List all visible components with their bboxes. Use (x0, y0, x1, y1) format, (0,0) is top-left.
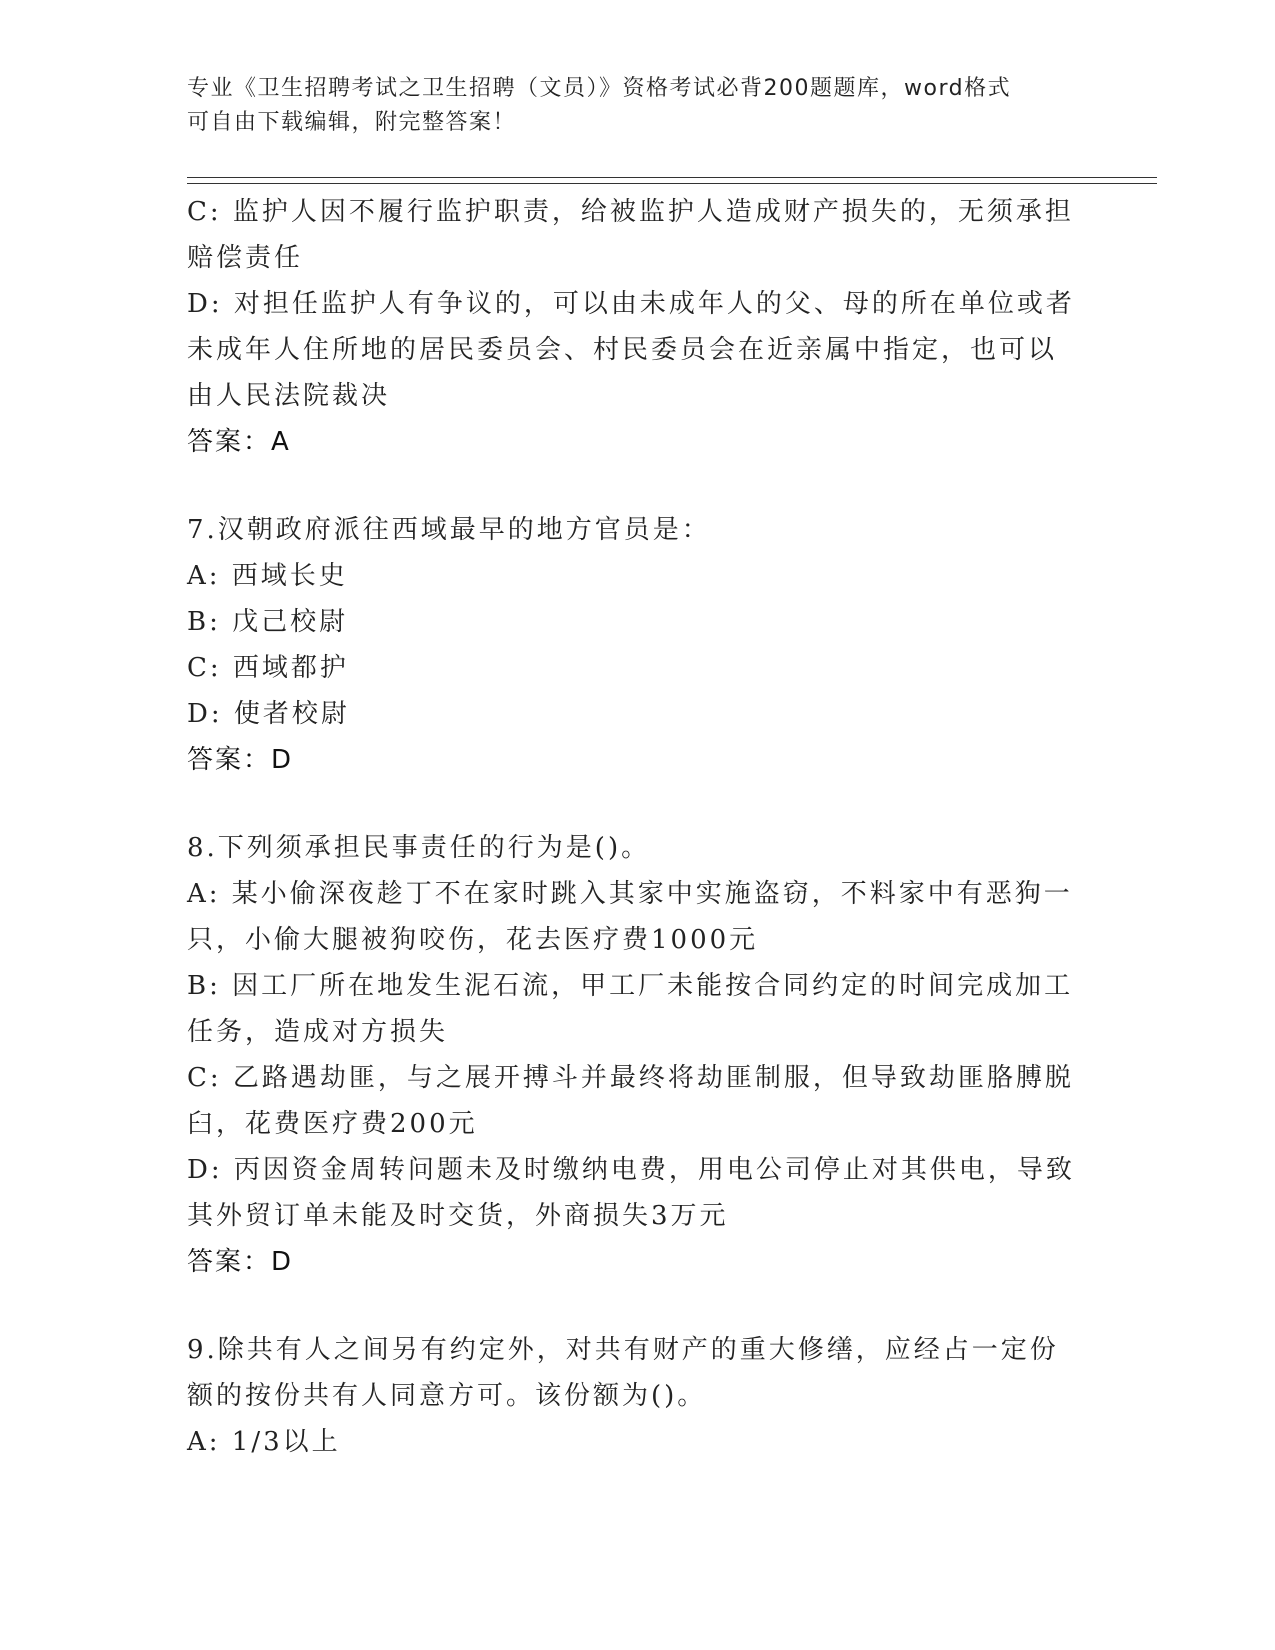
option-a-line-2: 只，小偷大腿被狗咬伤，花去医疗费1000元 (187, 925, 759, 955)
option-c-line-2: 赔偿责任 (187, 243, 304, 273)
option-d-line-2: 其外贸订单未能及时交货，外商损失3万元 (187, 1201, 729, 1231)
question-stem: 8.下列须承担民事责任的行为是()。 (187, 833, 651, 863)
option-a: A: 1/3以上 (187, 1427, 341, 1457)
option-a-line-1: A: 某小偷深夜趁丁不在家时跳入其家中实施盗窃，不料家中有恶狗一 (187, 879, 1073, 909)
question-6-continued (187, 189, 1087, 465)
option-c: C: 西域都护 (187, 653, 349, 683)
answer-label: 答案：D (187, 1247, 294, 1277)
option-d-line-3: 由人民法院裁决 (187, 381, 391, 411)
question-stem: 7.汉朝政府派往西域最早的地方官员是： (187, 515, 711, 545)
option-c-line-1: C: 监护人因不履行监护职责，给被监护人造成财产损失的，无须承担 (187, 197, 1074, 227)
option-d: D: 使者校尉 (187, 699, 350, 729)
header-divider-bottom (187, 183, 1157, 184)
option-d-line-2: 未成年人住所地的居民委员会、村民委员会在近亲属中指定，也可以 (187, 335, 1058, 365)
spacer (187, 1285, 1087, 1327)
question-7 (187, 507, 1087, 783)
answer-label: 答案：D (187, 745, 294, 775)
option-c-line-1: C: 乙路遇劫匪，与之展开搏斗并最终将劫匪制服，但导致劫匪胳膊脱 (187, 1063, 1074, 1093)
answer-label: 答案：A (187, 427, 291, 457)
spacer (187, 465, 1087, 507)
question-stem-line-2: 额的按份共有人同意方可。该份额为()。 (187, 1381, 707, 1411)
question-stem-line-1: 9.除共有人之间另有约定外，对共有财产的重大修缮，应经占一定份 (187, 1335, 1059, 1365)
option-b-line-2: 任务，造成对方损失 (187, 1017, 449, 1047)
option-d-line-1: D: 丙因资金周转问题未及时缴纳电费，用电公司停止对其供电，导致 (187, 1155, 1075, 1185)
option-b-line-1: B: 因工厂所在地发生泥石流，甲工厂未能按合同约定的时间完成加工 (187, 971, 1074, 1001)
header-line-2: 可自由下载编辑，附完整答案！ (187, 110, 517, 135)
question-8 (187, 825, 1087, 1285)
header-line-1: 专业《卫生招聘考试之卫生招聘（文员）》资格考试必背200题题库，word格式 (187, 76, 1012, 101)
document-header (187, 72, 1067, 140)
option-b: B: 戊己校尉 (187, 607, 349, 637)
question-9 (187, 1327, 1087, 1465)
option-a: A: 西域长史 (187, 561, 348, 591)
document-body (187, 189, 1087, 1465)
spacer (187, 783, 1087, 825)
header-divider-top (187, 177, 1157, 178)
option-d-line-1: D: 对担任监护人有争议的，可以由未成年人的父、母的所在单位或者 (187, 289, 1075, 319)
option-c-line-2: 臼，花费医疗费200元 (187, 1109, 478, 1139)
